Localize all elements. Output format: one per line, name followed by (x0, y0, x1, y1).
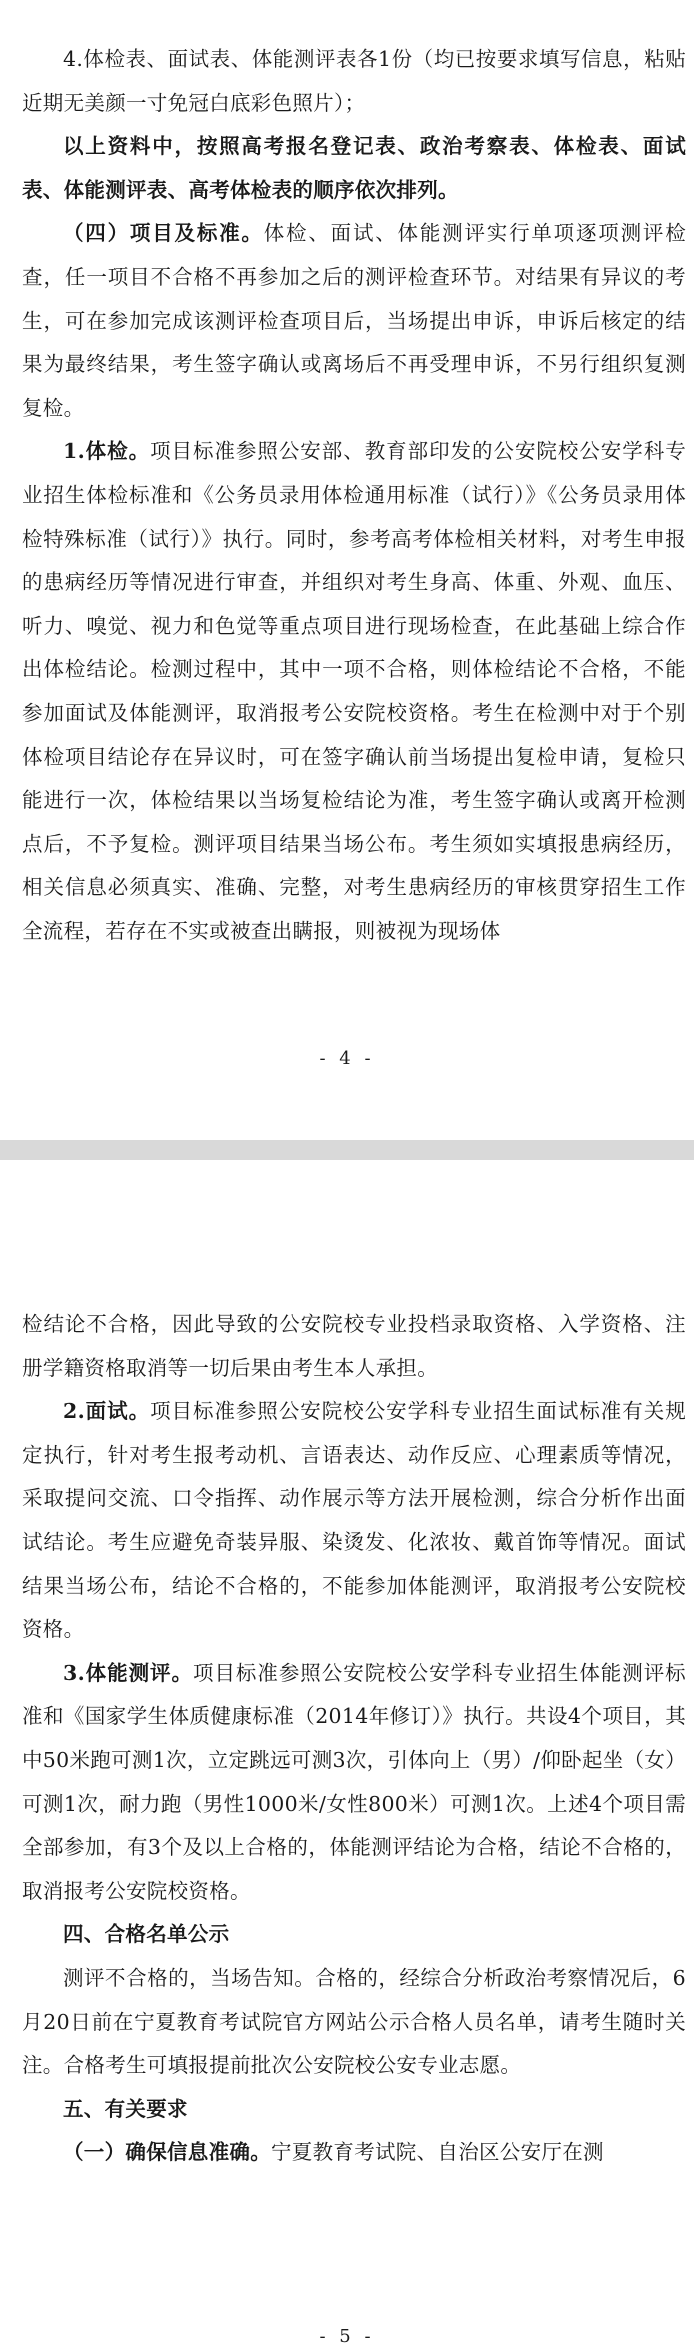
paragraph-interview (22, 1390, 686, 1652)
page-separator (0, 1140, 694, 1160)
paragraph-lead: 2.面试。 (63, 1399, 151, 1424)
paragraph-text: 项目标准参照公安院校公安学科专业招生体能测评标准和《国家学生体质健康标准（2014年修订）》执行。共设4个项目，其中50米跑可测1次，立定跳远可测3次，引体向上（男）/仰卧起坐（女）可测1次，耐力跑（男性1000米/女性800米）可测1次。上述4个项目需全部参加，有3个及以上合格的，体能测评结论为合格，结论不合格的，取消报考公安院校资格。 (22, 1660, 686, 1903)
document-page-5 (0, 1160, 694, 2348)
paragraph-materials-order (22, 125, 686, 212)
section-heading-requirements: 五、有关要求 (63, 2096, 188, 2121)
paragraph-materials-item-4 (22, 38, 686, 125)
paragraph-text: 项目标准参照公安部、教育部印发的公安院校公安学科专业招生体检标准和《公务员录用体检通用标准（试行）》《公务员录用体检特殊标准（试行）》执行。同时，参考高考体检相关材料，对考生申报的患病经历等情况进行审查，并组织对考生身高、体重、外观、血压、听力、嗅觉、视力和色觉等重点项目进行现场检查，在此基础上综合作出体检结论。检测过程中，其中一项不合格，则体检结论不合格，不能参加面试及体能测评，取消报考公安院校资格。考生在检测中对于个别体检项目结论存在异议时，可在签字确认前当场提出复检申请，复检只能进行一次，体检结果以当场复检结论为准，考生签字确认或离开检测点后，不予复检。测评项目结果当场公布。考生须如实填报患病经历，相关信息必须真实、准确、完整，对考生患病经历的审核贯穿招生工作全流程，若存在不实或被查出瞒报，则被视为现场体 (22, 439, 686, 943)
paragraph-items-and-standards (22, 212, 686, 430)
paragraph-exam-continued (22, 1303, 686, 1390)
page-number: - 5 - (319, 2326, 375, 2347)
paragraph-text: 4.体检表、面试表、体能测评表各1份（均已按要求填写信息，粘贴近期无美颜一寸免冠白底彩色照片）； (22, 47, 686, 115)
paragraph-text: 体检、面试、体能测评实行单项逐项测评检查，任一项目不合格不再参加之后的测评检查环节。对结果有异议的考生，可在参加完成该测评检查项目后，当场提出申诉，申诉后核定的结果为最终结果，考生签字确认或离场后不再受理申诉，不另行组织复测复检。 (22, 221, 686, 420)
paragraph-text: 检结论不合格，因此导致的公安院校专业投档录取资格、入学资格、注册学籍资格取消等一切后果由考生本人承担。 (22, 1312, 686, 1380)
paragraph-fitness-test (22, 1652, 686, 1914)
page-5-body (22, 1303, 686, 2175)
paragraph-info-accuracy (22, 2131, 686, 2175)
paragraph-lead: （一）确保信息准确。 (63, 2140, 271, 2165)
document-page-4 (0, 0, 694, 1140)
paragraph-text: 项目标准参照公安院校公安学科专业招生面试标准有关规定执行，针对考生报考动机、言语表达、动作反应、心理素质等情况，采取提问交流、口令指挥、动作展示等方法开展检测，综合分析作出面试结论。考生应避免奇装异服、染烫发、化浓妆、戴首饰等情况。面试结果当场公布，结论不合格的，不能参加体能测评，取消报考公安院校资格。 (22, 1399, 686, 1642)
paragraph-qualified-list (22, 1957, 686, 2088)
page-number: - 4 - (319, 1048, 375, 1069)
paragraph-physical-exam (22, 430, 686, 953)
section-heading-qualified-list: 四、合格名单公示 (63, 1922, 230, 1947)
page-4-body (22, 38, 686, 953)
paragraph-lead: 3.体能测评。 (63, 1660, 193, 1685)
paragraph-lead: （四）项目及标准。 (63, 221, 264, 246)
paragraph-lead: 以上资料中，按照高考报名登记表、政治考察表、体检表、面试表、体能测评表、高考体检表的顺序依次排列。 (22, 134, 686, 202)
paragraph-lead: 1.体检。 (63, 439, 151, 464)
paragraph-text: 测评不合格的，当场告知。合格的，经综合分析政治考察情况后，6月20日前在宁夏教育考试院官方网站公示合格人员名单，请考生随时关注。合格考生可填报提前批次公安院校公安专业志愿。 (22, 1965, 686, 2078)
paragraph-text: 宁夏教育考试院、自治区公安厅在测 (271, 2140, 604, 2165)
